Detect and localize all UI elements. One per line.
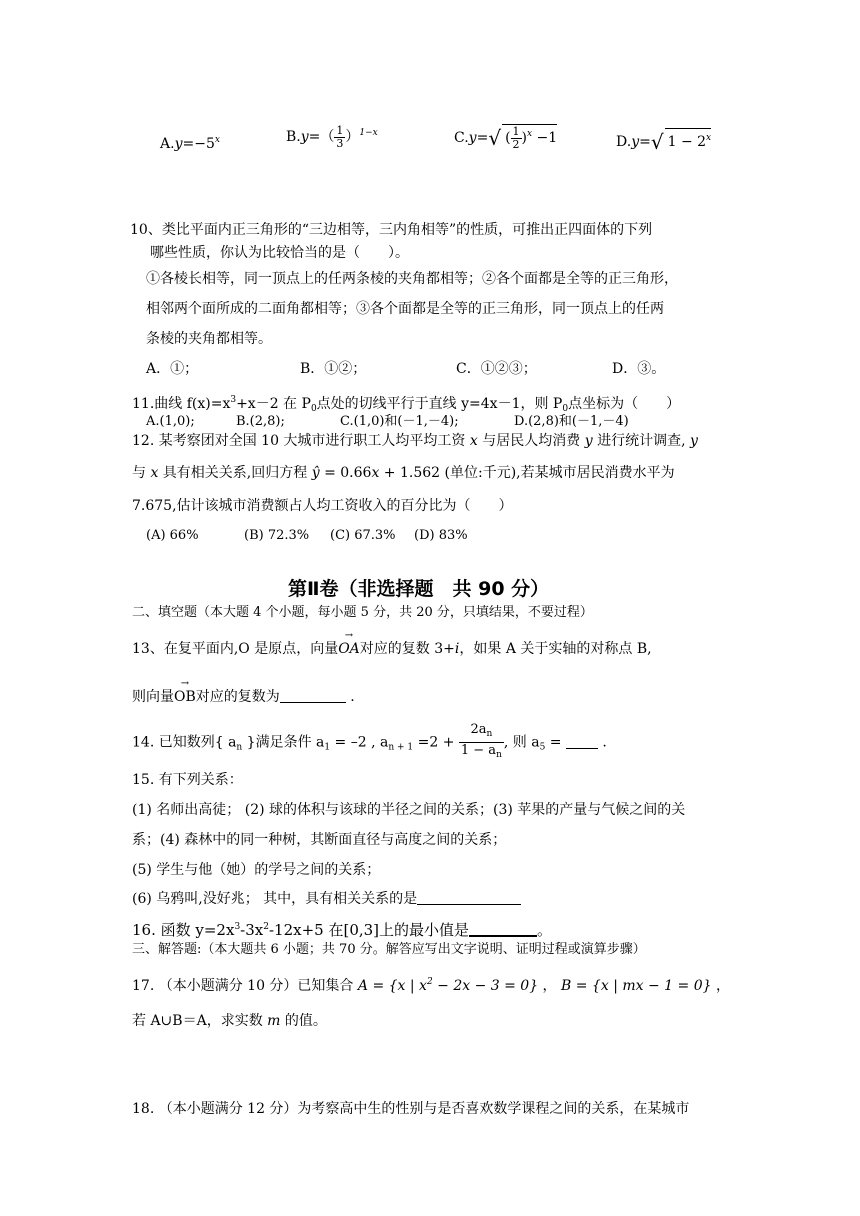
q14-stem <box>132 722 607 763</box>
text: + 1.562 <box>379 465 441 481</box>
text: . <box>597 734 607 751</box>
section-2-title: 二、填空题（本大题 4 个小题，每小题 5 分，共 20 分，只填结果，不要过程） <box>132 605 593 620</box>
subscript: 5 <box>539 742 546 753</box>
vector-oa <box>338 630 360 658</box>
q9-option-a <box>160 131 220 153</box>
text: 。 <box>537 921 553 939</box>
radicand <box>502 124 557 151</box>
text: =2 + <box>413 734 459 751</box>
radical-sign: √ <box>488 126 502 150</box>
option-label: A. <box>160 136 175 152</box>
var-x: x <box>371 465 380 481</box>
text: − 2x − 3 = 0} <box>432 978 539 994</box>
text: 点坐标为（ ） <box>568 396 681 412</box>
part-2-heading: 第Ⅱ卷（非选择题 共 90 分） <box>288 578 550 600</box>
var-y: y <box>689 433 698 449</box>
q11-option-a: A.(1,0); <box>146 414 195 429</box>
subscript: 0 <box>310 404 317 414</box>
expr: = <box>639 134 651 150</box>
option-label: D. <box>616 134 632 150</box>
q16-stem <box>132 918 552 939</box>
expr: =−5 <box>182 136 215 152</box>
exponent: 3 <box>234 922 241 932</box>
text: 17. （本小题满分 10 分）已知集合 <box>132 978 358 994</box>
text: . <box>345 689 355 705</box>
subscript: n + 1 <box>388 742 414 753</box>
q10-option-c: C．①②③； <box>456 361 537 377</box>
text: ， <box>711 978 730 994</box>
text: ， <box>538 978 562 994</box>
answer-blank <box>469 921 537 937</box>
text: 的值。 <box>280 1013 327 1029</box>
imaginary-unit: i <box>454 641 460 657</box>
denominator: 3 <box>336 136 344 150</box>
exponent: x <box>706 133 712 143</box>
text: 若 A∪B＝A，求实数 <box>132 1013 268 1029</box>
q15-line-2: (1) 名师出高徒； (2) 球的体积与该球的半径之间的关系；(3) 苹果的产量与气候之间的关 <box>132 802 686 818</box>
q15-line-5 <box>132 890 521 908</box>
var-x: x <box>469 433 478 449</box>
answer-blank <box>417 890 521 905</box>
arrow-icon: → <box>344 630 354 641</box>
text: 则向量 <box>132 689 174 705</box>
q10-line-3: ①各棱长相等，同一顶点上的任两条棱的夹角都相等；②各个面都是全等的正三角形， <box>146 271 678 287</box>
expr: = <box>476 130 489 146</box>
numerator: 1 <box>512 124 520 138</box>
fraction <box>459 722 504 763</box>
q12-option-c: (C) 67.3% <box>330 528 396 543</box>
text: 14. 已知数列{ a <box>132 734 237 751</box>
q11-option-d: D.(2,8)和(－1,－4) <box>514 414 629 429</box>
vector-label: OA <box>338 641 360 657</box>
q12-line-1 <box>132 432 698 450</box>
var-y: y <box>631 134 640 150</box>
q9-option-b <box>286 124 378 150</box>
numerator <box>459 722 504 743</box>
denominator <box>459 743 504 763</box>
text: (6) 乌鸦叫,没好兆； 其中，具有相关关系的是 <box>132 891 418 907</box>
q15-line-4: (5) 学生与他（她）的学号之间的关系； <box>132 862 381 878</box>
var-x: x <box>150 465 159 481</box>
q12-option-a: (A) 66% <box>146 528 199 543</box>
text: 对应的复数 3+ <box>359 641 455 657</box>
q11-option-b: B.(2,8); <box>236 414 285 429</box>
q12-option-b: (B) 72.3% <box>244 528 310 543</box>
q15-line-1: 15. 有下列关系： <box>132 772 243 788</box>
q9-option-c <box>454 124 557 151</box>
text: 进行统计调查, <box>592 433 690 449</box>
var-y: y <box>174 136 183 152</box>
text: 点处的切线平行于直线 y=4x－1，则 P <box>316 396 563 412</box>
subscript: 0 <box>562 404 569 414</box>
q10-option-b: B．①②； <box>300 361 367 377</box>
q17-line-2 <box>132 1012 327 1030</box>
q13-line-2 <box>132 678 355 706</box>
q17-line-1 <box>132 973 730 995</box>
expr: ） <box>345 129 360 145</box>
text: 12. 某考察团对全国 10 大城市进行职工人均平均工资 <box>132 433 470 449</box>
q11-option-c: C.(1,0)和(－1,－4); <box>340 414 459 429</box>
q10-line-4: 相邻两个面所成的二面角都相等；③各个面都是全等的正三角形，同一顶点上的任两 <box>146 301 664 317</box>
text: 16. 函数 y=2x <box>132 921 235 939</box>
text: -12x+5 在[0,3]上的最小值是 <box>268 921 470 939</box>
q18-line-1: 18. （本小题满分 12 分）为考察高中生的性别与是否喜欢数学课程之间的关系，在某城市 <box>132 1101 690 1117</box>
option-label: C. <box>454 130 469 146</box>
q12-line-3: 7.675,估计该城市消费额占人均工资收入的百分比为（ ） <box>132 498 513 514</box>
q12-option-d: (D) 83% <box>414 528 468 543</box>
set-b: B = {x | mx − 1 = 0} <box>561 978 712 994</box>
section-3-title: 三、解答题:（本大题共 6 小题；共 70 分。解答应写出文字说明、证明过程或演算步骤） <box>132 942 646 957</box>
text: 与居民人均消费 <box>477 433 585 449</box>
text: +x－2 在 P <box>236 396 311 412</box>
exponent: x <box>214 135 220 145</box>
text: 与 <box>132 465 151 481</box>
answer-blank <box>280 688 346 703</box>
q10-option-d: D．③。 <box>612 361 666 377</box>
text: 11.曲线 f(x)=x <box>132 396 231 412</box>
var-m: m <box>267 1013 281 1029</box>
q13-line-1 <box>132 630 652 658</box>
q10-line-2: 哪些性质，你认为比较恰当的是（ ）。 <box>150 245 409 261</box>
fraction <box>334 125 345 150</box>
denominator: 2 <box>512 137 520 151</box>
subscript: n <box>236 742 243 753</box>
text: -3x <box>240 921 264 939</box>
text: 2a <box>470 722 487 737</box>
radicand <box>665 128 712 151</box>
text: = –2 , a <box>330 734 389 751</box>
arrow-icon: → <box>180 678 190 689</box>
text: 1 − a <box>460 743 497 758</box>
text: 对应的复数为 <box>195 689 280 705</box>
text: = <box>545 734 566 751</box>
text: }满足条件 a <box>242 734 325 751</box>
text: 具有相关关系,回归方程 <box>158 465 312 481</box>
subscript: 1 <box>324 742 331 753</box>
vector-label: OB <box>174 689 196 705</box>
q10-option-a: A．①； <box>146 361 199 377</box>
numerator: 1 <box>336 123 344 137</box>
text: ，如果 A 关于实轴的对称点 B, <box>459 641 652 657</box>
exponent: 3 <box>230 395 237 405</box>
var-y: y <box>584 433 593 449</box>
fraction <box>511 126 522 151</box>
paren: ) <box>521 130 528 146</box>
expr: 1 − 2 <box>667 134 707 150</box>
subscript: n <box>496 750 502 760</box>
exponent: 1−x <box>359 128 378 138</box>
q10-line-1: 10、类比平面内正三角形的“三边相等，三内角相等”的性质，可推出正四面体的下列 <box>130 222 653 238</box>
option-label: B. <box>286 129 301 145</box>
q9-option-d <box>616 128 712 154</box>
expr: =（ <box>308 129 335 145</box>
text: , 则 a <box>503 734 540 751</box>
text: 13、在复平面内,O 是原点，向量 <box>132 641 339 657</box>
vector-ob <box>174 678 196 706</box>
q10-line-5: 条棱的夹角都相等。 <box>146 331 272 347</box>
exponent: 2 <box>426 977 433 987</box>
text: (单位:千元),若某城市居民消费水平为 <box>440 465 675 481</box>
answer-blank <box>566 734 598 749</box>
q15-line-3: 系；(4) 森林中的同一种树，其断面直径与高度之间的关系； <box>132 832 507 848</box>
exponent: x <box>527 129 533 139</box>
exponent: 2 <box>263 922 269 932</box>
text: A = {x | x <box>357 978 427 994</box>
set-a <box>358 978 538 994</box>
paren: ( <box>505 130 511 146</box>
subscript: n <box>486 729 493 739</box>
q12-line-2 <box>132 464 675 482</box>
expr: −1 <box>532 130 558 146</box>
var-yhat: ŷ <box>311 465 320 481</box>
text: = 0.66 <box>319 465 372 481</box>
radical-sign: √ <box>650 130 664 154</box>
var-y: y <box>468 130 477 146</box>
var-y: y <box>300 129 309 145</box>
